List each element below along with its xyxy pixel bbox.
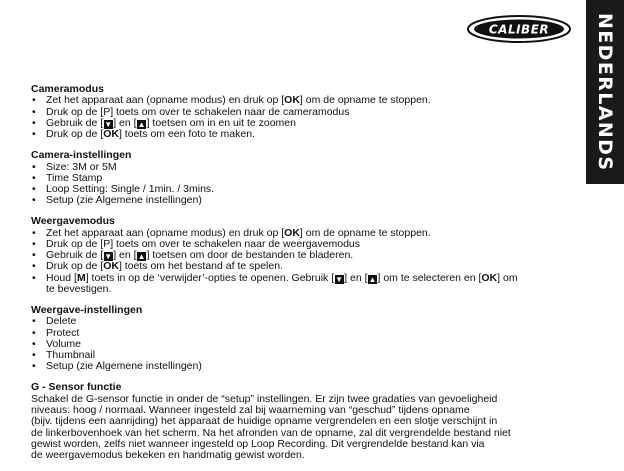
list-item: • Zet het apparaat aan (opname modus) en druk op [OK] om de opname te stoppen.: [31, 95, 581, 106]
paragraph-line: (bijv. tijdens een aanrijding) het apparaat de huidige opname vergrendelen en een slotje verschijnt in: [31, 415, 498, 428]
list-item: • Houd [M] toets in op de ‘verwijder’-opties te openen. Gebruik [▼] en [▲] om te selecteren en [OK] om te bevestigen.: [31, 273, 581, 295]
arrow-up-icon: ▲: [137, 252, 146, 262]
section-g-sensor: [31, 382, 581, 461]
list-item: • Zet het apparaat aan (opname modus) en druk op [OK] om de opname te stoppen.: [31, 228, 581, 239]
list-item: • Time Stamp: [31, 173, 581, 184]
bullet-list: [31, 228, 581, 295]
section-title: Weergavemodus: [31, 215, 115, 228]
arrow-down-icon: ▼: [104, 252, 113, 262]
arrow-up-icon: ▲: [368, 274, 377, 284]
paragraph-line: de linkerbovenhoek van het scherm. Na het afronden van de opname, zal dit vergrendelde bestand niet: [31, 426, 511, 439]
list-item: • Druk op de [P] toets om over te schakelen naar de cameramodus: [31, 107, 581, 118]
bullet-list: [31, 95, 581, 140]
list-item: • Gebruik de [▼] en [▲] toetsen om door de bestanden te bladeren.: [31, 250, 581, 261]
list-item: • Thumbnail: [31, 350, 581, 361]
list-item: • Gebruik de [▼] en [▲] toetsen om in en uit te zoomen: [31, 118, 581, 129]
paragraph-line: de weergavemodus bekeken en handmatig gewist worden.: [31, 448, 305, 461]
list-item: • Druk op de [OK] toets om een foto te maken.: [31, 129, 581, 140]
section-camera-instellingen: [31, 150, 581, 206]
arrow-down-icon: ▼: [335, 274, 344, 284]
section-weergave-instellingen: [31, 305, 581, 372]
caliber-logo: [466, 14, 572, 44]
arrow-up-icon: ▲: [137, 119, 146, 129]
language-tab-label: NEDERLANDS: [594, 12, 616, 172]
list-item: • Delete: [31, 316, 581, 327]
bullet-list: [31, 316, 581, 372]
bullet-list: [31, 162, 581, 207]
paragraph-line: niveaus: hoog / normaal. Wanneer ingesteld zal bij waarneming van “geschud” tijdens opname: [31, 404, 470, 417]
list-item: • Setup (zie Algemene instellingen): [31, 361, 581, 372]
section-title: Camera-instellingen: [31, 149, 132, 162]
section-title: Weergave-instellingen: [31, 304, 143, 317]
list-item: • Volume: [31, 339, 581, 350]
manual-content: [31, 84, 581, 471]
list-item: • Size: 3M or 5M: [31, 162, 581, 173]
section-title: G - Sensor functie: [31, 381, 122, 394]
language-tab: [586, 0, 624, 184]
paragraph-line: Schakel de G-sensor functie in onder de “setup” instellingen. Er zijn twee gradaties van gevoeligheid: [31, 392, 498, 405]
list-item: • Druk op de [OK] toets om het bestand af te spelen.: [31, 261, 581, 272]
list-item: • Setup (zie Algemene instellingen): [31, 195, 581, 206]
paragraph-line: gewist worden, zelfs niet wanneer ingesteld op Loop Recording. Dit vergrendelde bestand kan via: [31, 437, 485, 450]
arrow-down-icon: ▼: [104, 119, 113, 129]
list-item: • Protect: [31, 328, 581, 339]
logo-text: CALIBER: [488, 22, 550, 37]
list-item: • Druk op de [P] toets om over te schakelen naar de weergavemodus: [31, 239, 581, 250]
section-title: Cameramodus: [31, 83, 104, 95]
section-cameramodus: [31, 84, 581, 140]
section-weergavemodus: [31, 216, 581, 295]
list-item: • Loop Setting: Single / 1min. / 3mins.: [31, 184, 581, 195]
